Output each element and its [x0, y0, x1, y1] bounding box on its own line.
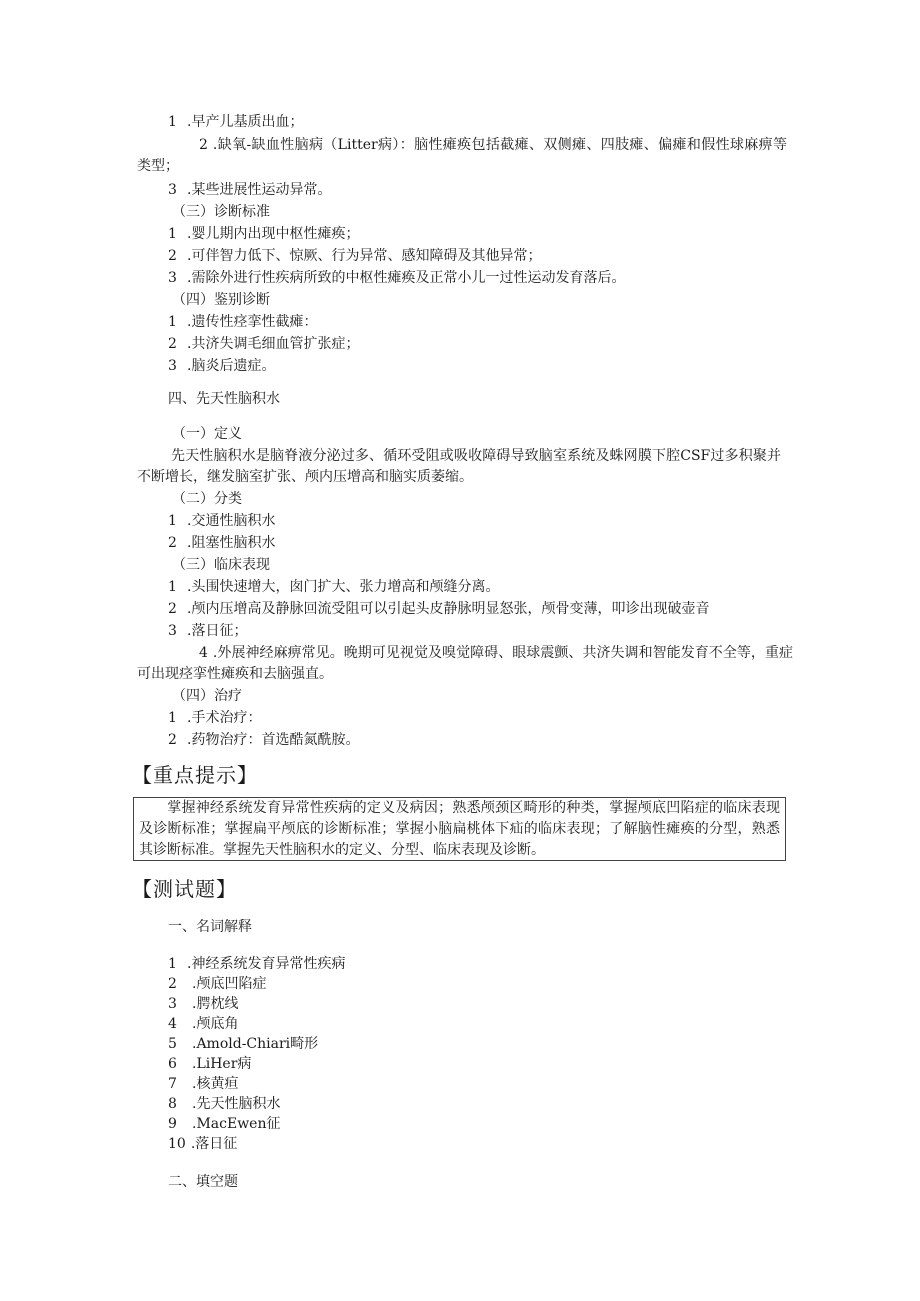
term-item: 5 .Amold-Chiari畸形	[168, 1036, 319, 1052]
list-item: 3 .脑炎后遗症。	[168, 358, 276, 374]
list-item: 3 .需除外进行性疾病所致的中枢性瘫痪及正常小儿一过性运动发育落后。	[168, 270, 626, 286]
section-heading: 二、填空题	[168, 1174, 238, 1190]
list-item: 1 .手术治疗：	[168, 710, 262, 726]
section-heading: （二）分类	[172, 491, 242, 507]
list-item: 1 .早产儿基质出血；	[168, 114, 304, 130]
list-item: 2 .阻塞性脑积水	[168, 535, 276, 551]
section-heading: （三）诊断标准	[172, 204, 270, 220]
section-heading: （三）临床表现	[172, 557, 270, 573]
term-item: 1 .神经系统发育异常性疾病	[168, 956, 346, 972]
term-item: 2 .颅底凹陷症	[168, 976, 267, 992]
section-heading: （四）鉴别诊断	[172, 292, 270, 308]
section-heading: （一）定义	[172, 426, 242, 442]
section-heading: （四）治疗	[172, 688, 242, 704]
list-item: 2 .颅内压增高及静脉回流受阻可以引起头皮静脉明显怒张，颅骨变薄，叩诊出现破壶音	[168, 601, 710, 617]
list-item: 1 .遗传性痉挛性截瘫：	[168, 314, 318, 330]
list-item: 1 .头围快速增大，囱门扩大、张力增高和颅缝分离。	[168, 579, 500, 595]
list-item: 2 .药物治疗：首选酷氮酰胺。	[168, 732, 360, 748]
term-item: 7 .核黄疸	[168, 1076, 239, 1092]
term-item: 8 .先天性脑积水	[168, 1096, 281, 1112]
key-points-text: 掌握神经系统发育异常性疾病的定义及病因；熟悉颅颈区畸形的种类，掌握颅底凹陷症的临床表现及诊断标准；掌握扁平颅底的诊断标准；掌握小脑扁桃体下疝的临床表现；了解脑性瘫痪的分型，熟悉其诊断标准。掌握先天性脑积水的定义、分型、临床表现及诊断。	[139, 800, 780, 858]
key-points-heading: 【重点提示】	[132, 763, 258, 787]
list-item: 4 .外展神经麻痹常见。晚期可见视觉及嗅觉障碍、眼球震颤、共济失调和智能发育不全等，重症可出现痉挛性瘫痪和去脑强直。	[137, 645, 793, 682]
term-item: 10 .落日征	[168, 1136, 238, 1152]
test-heading: 【测试题】	[132, 877, 237, 901]
list-item: 2 .可伴智力低下、惊厥、行为异常、感知障碍及其他异常；	[168, 248, 542, 264]
section-heading: 一、名词解释	[168, 919, 252, 935]
list-item: 2 .共济失调毛细血管扩张症；	[168, 336, 360, 352]
list-item: 3 .落日征；	[168, 623, 248, 639]
list-item: 1 .婴儿期内出现中枢性瘫痪；	[168, 226, 360, 242]
paragraph: 先天性脑积水是脑脊液分泌过多、循环受阻或吸收障碍导致脑室系统及蛛网膜下腔CSF过多积聚并不断增长，继发脑室扩张、颅内压增高和脑实质萎缩。	[137, 448, 781, 485]
term-item: 9 .MacEwen征	[168, 1116, 281, 1132]
list-item: 2 .缺氧-缺血性脑病（Litter病）：脑性瘫痪包括截瘫、双侧瘫、四肢瘫、偏瘫和假性球麻痹等类型；	[137, 137, 787, 174]
list-item: 3 .某些进展性运动异常。	[168, 182, 332, 198]
list-item: 1 .交通性脑积水	[168, 513, 276, 529]
term-item: 4 .颅底角	[168, 1016, 239, 1032]
term-item: 3 .腭枕线	[168, 996, 239, 1012]
chapter-heading: 四、先天性脑积水	[168, 391, 280, 407]
term-item: 6 .LiHer病	[168, 1056, 252, 1072]
key-points-box	[133, 797, 786, 861]
